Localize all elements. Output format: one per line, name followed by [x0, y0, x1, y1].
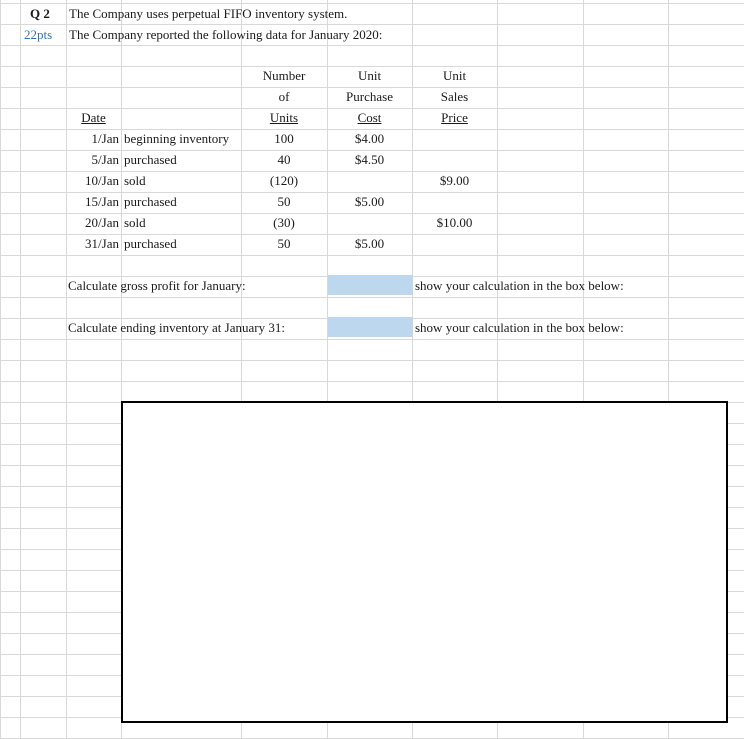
ending-inventory-answer-value [328, 317, 413, 338]
row-units: 40 [277, 152, 291, 167]
header-price-2: Sales [440, 89, 469, 104]
row-desc: sold [124, 215, 146, 230]
header-number-1: Number [262, 68, 306, 83]
row-price [412, 128, 497, 149]
row-units: 50 [277, 194, 291, 209]
row-cost: $4.00 [354, 131, 385, 146]
row-desc: purchased [124, 152, 177, 167]
row-cost [327, 212, 412, 233]
header-price-1: Unit [442, 68, 467, 83]
row-cost: $5.00 [354, 236, 385, 251]
ending-inventory-prompt: Calculate ending inventory at January 31: [68, 320, 285, 335]
row-units: 50 [277, 236, 291, 251]
question-line-2: The Company reported the following data for January 2020: [69, 27, 383, 42]
gross-profit-prompt: Calculate gross profit for January: [68, 278, 246, 293]
question-line-1: The Company uses perpetual FIFO inventory system. [69, 6, 348, 21]
row-price [412, 191, 497, 212]
row-desc: purchased [124, 236, 177, 251]
row-price [412, 233, 497, 254]
row-units: 100 [274, 131, 294, 146]
row-units: (30) [273, 215, 295, 230]
header-price-3: Price [441, 110, 468, 125]
row-date: 1/Jan [91, 131, 119, 146]
gross-profit-instruction: show your calculation in the box below: [415, 278, 624, 293]
gross-profit-answer-value [328, 275, 413, 296]
ending-inventory-answer-cell[interactable] [328, 317, 413, 337]
row-date: 31/Jan [85, 236, 119, 251]
row-desc: beginning inventory [124, 131, 230, 146]
row-cost: $5.00 [354, 194, 385, 209]
header-cost-2: Purchase [346, 89, 393, 104]
row-desc: sold [124, 173, 146, 188]
row-date: 10/Jan [85, 173, 119, 188]
row-cost [327, 170, 412, 191]
row-date: 15/Jan [85, 194, 119, 209]
header-cost-3: Cost [357, 110, 382, 125]
row-cost: $4.50 [354, 152, 385, 167]
row-units: (120) [269, 173, 299, 188]
row-date: 5/Jan [91, 152, 119, 167]
row-price: $9.00 [439, 173, 470, 188]
header-number-2: of [278, 89, 290, 104]
calculation-box[interactable] [121, 401, 728, 723]
row-desc: purchased [124, 194, 177, 209]
ending-inventory-instruction: show your calculation in the box below: [415, 320, 624, 335]
header-date: Date [81, 110, 106, 125]
row-date: 20/Jan [85, 215, 119, 230]
gross-profit-answer-cell[interactable] [328, 275, 413, 295]
row-price: $10.00 [436, 215, 473, 230]
header-number-3: Units [269, 110, 299, 125]
question-points: 22pts [24, 27, 53, 42]
header-cost-1: Unit [357, 68, 382, 83]
question-number: Q 2 [30, 6, 50, 21]
row-price [412, 149, 497, 170]
